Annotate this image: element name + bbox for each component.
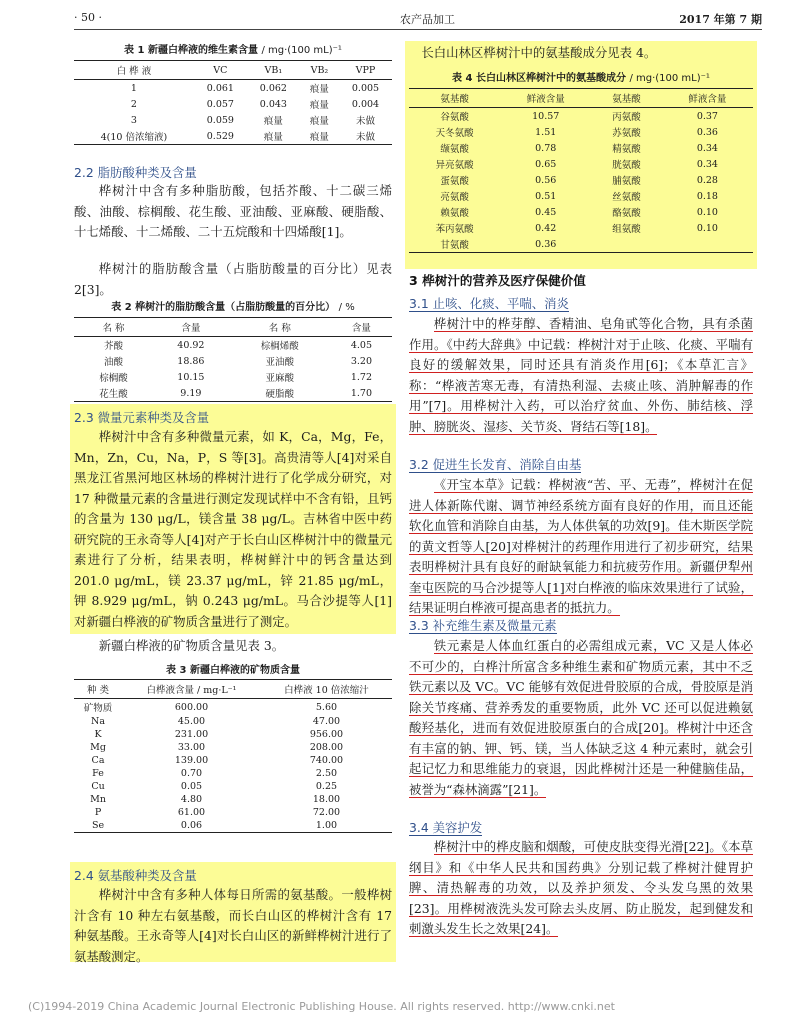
table4 [409,88,753,253]
section-3-2-text: 《开宝本草》记载：桦树液“苦、平、无毒”，桦树汁在促进人体新陈代谢、调节神经系统方面有良好的作用，而且还能软化血管和消除自由基，为人体供氧的功效[9]。佳木斯医学院的黄文哲等人[20]对桦树汁的药理作用进行了初步研究，结果表明桦树汁具有良好的耐缺氧能力和抗疲劳作用。新疆伊犁州奎屯医院的马合沙提等人[1]对白桦液的临床效果进行了试验，结果证明白桦液可提高患者的抵抗力。 [409,477,753,615]
table1 [74,60,392,145]
table-cell: 0.34 [696,142,718,154]
table-cell: 0.529 [194,128,247,145]
table-cell [591,236,662,253]
table-cell: 油酸 [103,357,123,368]
table-row [74,715,392,728]
table-cell: 未做 [355,116,375,127]
table-cell: 痕量 [309,116,329,127]
table3-caption: 表 3 新疆白桦液的矿物质含量 [166,665,300,676]
table-cell: 1.00 [261,819,392,833]
table-row [74,112,392,128]
table-cell: 47.00 [312,716,341,727]
table4-caption [409,69,753,84]
table-row [74,754,392,767]
table-row [74,369,392,385]
table-cell: 痕量 [247,128,300,145]
table-cell: 0.005 [351,82,380,94]
section-3-4-title [409,818,753,836]
section-3-3-text: 铁元素是人体血红蛋白的必需组成元素，VC 又是人体必不可少的，白桦汁所富含多种维生素和矿物质元素，其中不乏铁元素以及 VC。VC 能够有效促进骨胶原的合成，骨胶原是消除关节疼痛、营养秀发的重要物质，此外 VC 还可以促进赖氨酸羟基化，进而有效促进胶原蛋白的合成[20]。桦树汁中还含有丰富的钠、钾、钙、镁，当人体缺乏这 4 种元素时，就会引起记忆力和思维能力的衰退，因此桦树汁还是一种健脑佳品，被誉为“森林滴露”[21]。 [409,638,753,797]
table-cell: 酪氨酸 [612,208,641,219]
table-cell: 0.057 [206,98,234,110]
section-2-4-paragraph: 桦树汁中含有多种人体每日所需的氨基酸。一般桦树汁含有 10 种左右氨基酸，而长白山区的桦树汁含有 17 种氨基酸。王永奇等人[4]对长白山区的新鲜桦树汁进行了氨基酸测定。 [74,887,392,964]
table-cell: 2.50 [315,768,338,779]
table-cell: 0.65 [535,158,557,170]
journal-name: 农产品加工 [400,13,455,26]
table-cell: 0.06 [122,819,261,833]
table-cell: 9.19 [153,385,229,402]
table1-caption [74,41,392,56]
table-cell: 痕量 [309,84,329,95]
table-cell: 芥酸 [103,341,123,352]
table-cell: 72.00 [312,807,341,818]
table-cell: 5.60 [315,701,338,713]
table3-header: 种 类 [74,680,122,699]
table-row [74,80,392,97]
table4-header: 鲜液含量 [662,89,753,108]
section-3-2-paragraph [409,475,753,619]
table2-header: 含量 [331,318,392,337]
table2-caption [74,298,392,313]
table1-header: VB₂ [300,61,339,80]
table4-title: 表 4 长白山林区桦树汁中的氨基酸成分 [452,73,626,84]
table3-header: 白桦液 10 倍浓缩汁 [261,680,392,699]
table-cell: 丝氨酸 [612,192,641,203]
table-cell: 2 [130,98,137,110]
table2-header: 名 称 [229,318,331,337]
table-cell: 0.05 [180,781,203,792]
table-cell: 0.36 [696,126,718,138]
table4-header: 鲜液含量 [500,89,591,108]
table-cell: 45.00 [177,716,206,727]
table1-unit: / mg·(100 mL)⁻¹ [261,45,342,56]
table-row [74,793,392,806]
table-row [74,353,392,369]
table-cell: 0.18 [696,190,718,202]
page-header [74,8,762,30]
table-cell: Se [74,819,122,833]
table-cell: 丙氨酸 [612,112,641,123]
table-cell: 0.043 [259,98,287,110]
section-2-3-paragraph: 桦树汁中含有多种微量元素，如 K，Ca，Mg，Fe，Mn，Zn，Cu，Na，P，S 等[3]。高贵清等人[4]对采自黑龙江省黑河地区林场的桦树汁进行了化学成分研究，对 17 种微量元素的含量进行测定发现试样中不含有铅，且钙的含量为 130 μg/L，镁含量 38 μg/L。吉林省中医中药研究院的王永奇等人[4]对产于长白山区桦树汁中的微量元素进行了分析，结果表明，桦树鲜汁中的钙含量达到 201.0 μg/mL，镁 23.37 μg/mL，锌 21.85 μg/mL，钾 8.929 μg/mL，钠 0.243 μg/mL。马合沙提等人[1]对新疆白桦液的矿物质含量进行了测定。 [74,429,392,629]
table-row [74,767,392,780]
table-cell: K [94,729,102,740]
table-cell: 600.00 [174,701,209,713]
issue-label: 2017 年第 7 期 [679,13,762,26]
table-cell: 0.56 [535,174,557,186]
table-cell: 亚油酸 [265,357,295,368]
table-row [74,385,392,402]
table4-header: 氨基酸 [591,89,662,108]
table-cell: 0.34 [696,158,718,170]
table3 [74,679,392,833]
table-cell: 未做 [339,128,392,145]
table-cell: 苏氨酸 [612,128,641,139]
page-number: · 50 · [74,11,102,24]
table-row [74,780,392,793]
table-cell: 0.10 [696,222,718,234]
table-cell: 0.061 [206,82,234,94]
table-cell: Na [91,716,106,727]
section-2-4-title: 2.4 氨基酸种类及含量 [74,868,197,883]
table-cell: 谷氨酸 [440,112,469,123]
table-cell: 矿物质 [83,703,113,714]
section-2-3-paragraph-2: 新疆白桦液的矿物质含量见表 3。 [98,638,285,653]
table-cell: 18.86 [177,355,205,367]
table-cell: 亚麻酸 [265,373,295,384]
table4-header: 氨基酸 [409,89,500,108]
table2-unit: / % [338,302,355,313]
table-row [74,699,392,716]
section-2-2-paragraph: 桦树汁中含有多种脂肪酸，包括芥酸、十二碳三烯酸、油酸、棕榈酸、花生酸、亚油酸、亚麻酸、硬脂酸、十七烯酸、十二烯酸、二十五烷酸和十四烯酸[1]。 [74,183,392,239]
table-cell: 棕榈酸 [99,373,128,384]
table1-header: VC [194,61,247,80]
table-cell [662,236,753,253]
table-cell: Mn [90,794,106,805]
table-cell: Fe [92,768,104,779]
table-cell: 0.70 [180,768,203,779]
section-3-1-heading: 3.1 止咳、化痰、平喘、消炎 [409,296,569,311]
table-cell: 0.28 [696,174,718,186]
section-3-4-text: 桦树汁中的桦皮脑和烟酸，可使皮肤变得光滑[22]。《本草纲目》和《中华人民共和国药典》分别记载了桦树汁健胃护脾、清热解毒的功效，以及养护须发、令头发乌黑的效果[23]。用桦树液洗头发可除去头皮屑、防止脱发，起到健发和刺激头发生长之效果[24]。 [409,839,753,936]
table-cell: P [94,807,102,818]
table-cell: 蛋氨酸 [440,176,469,187]
table-cell: 1 [130,82,137,94]
table2-title: 表 2 桦树汁的脂肪酸含量（占脂肪酸量的百分比） [111,302,336,313]
table1-title: 表 1 新疆白桦液的维生素含量 [124,45,258,56]
table-cell: 脯氨酸 [612,176,641,187]
table-cell: 痕量 [309,100,329,111]
table-row [409,108,753,125]
section-3-3-paragraph [409,636,753,800]
section-2-3-title: 2.3 微量元素种类及含量 [74,410,210,425]
table-cell: 天冬氨酸 [435,128,474,139]
table-cell: 甘氨酸 [409,236,500,253]
table-cell: Ca [91,755,105,766]
table-cell: Mg [90,742,106,753]
table-row [409,220,753,236]
table-row [409,188,753,204]
table-cell: 956.00 [309,729,344,740]
table-cell: 4.80 [180,794,203,805]
table-row [74,728,392,741]
table-cell: 0.45 [535,206,557,218]
section-3-4-heading: 3.4 美容护发 [409,820,483,835]
table-cell: 异亮氨酸 [435,160,474,171]
table-cell: 1.51 [535,126,557,138]
table1-header: VB₁ [247,61,300,80]
table-cell: 40.92 [177,339,205,351]
copyright-footer: (C)1994-2019 China Academic Journal Electronic Publishing House. All rights reserved. http://www.cnki.net [28,1000,615,1013]
table3-header: 白桦液含量 / mg·L⁻¹ [122,680,261,699]
table-cell: 3.20 [350,355,372,367]
section-3-2-heading: 3.2 促进生长发育、消除自由基 [409,457,582,472]
table-row [409,172,753,188]
table-row [74,96,392,112]
table-cell: 棕榈烯酸 [260,341,299,352]
table-row [409,204,753,220]
table-cell: 组氨酸 [612,224,641,235]
table-cell: 33.00 [177,742,206,753]
table-cell: 赖氨酸 [440,208,469,219]
section-3-2-title [409,455,753,473]
table4-intro: 长白山林区桦树汁中的氨基酸成分见表 4。 [421,45,657,60]
section-2-2-title: 2.2 脂肪酸种类及含量 [74,165,197,180]
table-cell: 痕量 [300,128,339,145]
table2 [74,317,392,402]
table-cell: 1.72 [350,371,372,383]
table-cell: 231.00 [174,729,209,740]
table-row [74,337,392,354]
table-cell: 208.00 [309,742,344,753]
table-cell: 0.25 [315,781,338,792]
table-cell: 精氨酸 [612,144,641,155]
table-cell: 硬脂酸 [229,385,331,402]
table1-header: 白 桦 液 [74,61,194,80]
section-2-2-paragraph-2: 桦树汁的脂肪酸含量（占脂肪酸量的百分比）见表 2[3]。 [74,261,392,297]
section-3-1-paragraph [409,314,753,437]
section-3-title: 3 桦树汁的营养及医疗保健价值 [409,273,586,288]
table-cell: 4(10 倍浓缩液) [74,128,194,145]
table-cell: 0.78 [535,142,557,154]
section-3-1-title [409,294,753,312]
table-row [74,128,392,145]
table-cell: 1.70 [331,385,392,402]
table-cell: 亮氨酸 [440,192,469,203]
table-cell: 0.51 [535,190,557,202]
section-3-4-paragraph [409,837,753,940]
table-cell: 0.37 [696,110,718,122]
table-cell: 3 [130,114,137,126]
section-3-3-title [409,616,753,634]
table-row [74,819,392,833]
table-cell: 4.05 [350,339,372,351]
table-cell: 苯丙氨酸 [435,224,474,235]
table-cell: Cu [91,781,105,792]
table-cell: 0.059 [206,114,234,126]
table-cell: 740.00 [309,755,344,766]
section-3-1-text: 桦树汁中的桦芽醇、香精油、皂角甙等化合物，具有杀菌作用。《中药大辞典》中记载：桦树汁对于止咳、化痰、平喘有良好的缓解效果，同时还具有消炎作用[6]；《本草汇言》称：“桦液苦寒无毒，有清热利湿、去痰止咳、消肿解毒的作用”[7]。用桦树汁入药，可以治疗贫血、外伤、肺结核、浮肿、膀胱炎、湿疹、关节炎、肾结石等[18]。 [409,316,753,434]
table-cell: 胱氨酸 [612,160,641,171]
table-row [409,140,753,156]
table-cell: 0.10 [696,206,718,218]
table-row [74,806,392,819]
table-cell: 10.15 [177,371,205,383]
section-3-3-heading: 3.3 补充维生素及微量元素 [409,618,557,633]
table2-header: 名 称 [74,318,153,337]
table-row [409,236,753,253]
table-cell: 痕量 [263,116,283,127]
table-cell: 0.062 [259,82,287,94]
table4-unit: / mg·(100 mL)⁻¹ [629,73,710,84]
table-row [409,156,753,172]
table-cell: 18.00 [312,794,341,805]
table2-header: 含量 [153,318,229,337]
table-cell: 0.42 [535,222,557,234]
table-row [409,124,753,140]
table-cell: 0.36 [500,236,591,253]
table-cell: 0.004 [351,98,380,110]
table-cell: 花生酸 [74,385,153,402]
table-cell: 缬氨酸 [440,144,469,155]
table-cell: 61.00 [177,807,206,818]
table-cell: 10.57 [532,110,560,122]
table-row [74,741,392,754]
table1-header: VPP [339,61,392,80]
table-cell: 139.00 [174,755,209,766]
